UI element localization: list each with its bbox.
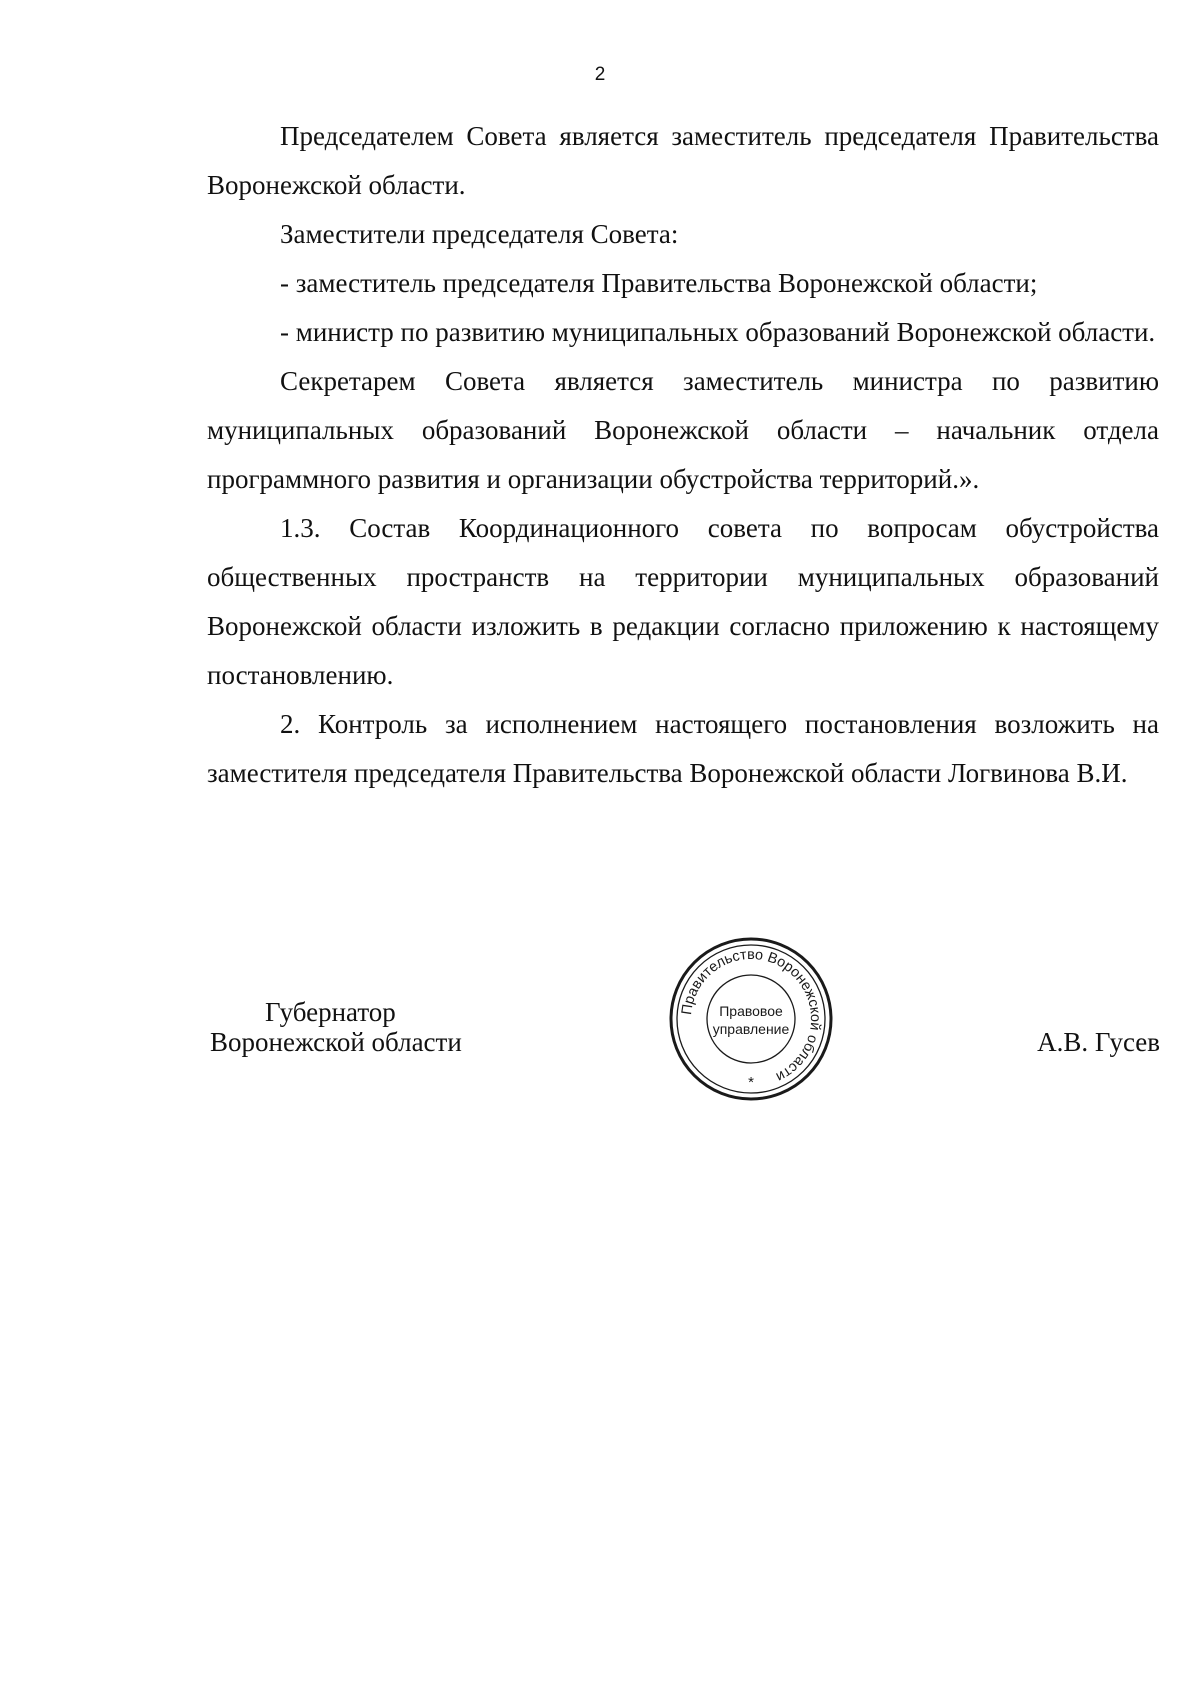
page-number: 2 — [594, 64, 606, 85]
seal-center-line-2: управление — [712, 1021, 790, 1037]
paragraph-clause-2: 2. Контроль за исполнением настоящего постановления возложить на заместителя председателя Правительства Воронежской области Логвинова В.И. — [207, 709, 1159, 788]
seal-stamp — [667, 935, 835, 1103]
signatory-title-line-2: Воронежской области — [210, 1027, 462, 1057]
signatory-title — [207, 997, 462, 1057]
paragraph-secretary: Секретарем Совета является заместитель министра по развитию муниципальных образований Воронежской области – начальник отдела программного развития и организации обустройства территорий.». — [207, 366, 1159, 494]
seal-star: * — [748, 1074, 754, 1091]
seal-center-line-1: Правовое — [719, 1003, 783, 1019]
paragraph-deputies-heading: Заместители председателя Совета: — [280, 219, 679, 249]
document-body — [207, 112, 1159, 798]
paragraph-chairman: Председателем Совета является заместитель председателя Правительства Воронежской области. — [207, 121, 1159, 200]
paragraph-deputy-2: - министр по развитию муниципальных образований Воронежской области. — [280, 317, 1156, 347]
paragraph-clause-1-3: 1.3. Состав Координационного совета по вопросам обустройства общественных пространств на территории муниципальных образований Воронежской области изложить в редакции согласно приложению к настоящему постановлению. — [207, 513, 1159, 690]
signatory-name: А.В. Гусев — [1037, 1027, 1160, 1057]
signatory-title-line-1: Губернатор — [265, 997, 396, 1027]
seal-ring-text: Правительство Воронежской области — [679, 946, 824, 1085]
paragraph-deputy-1: - заместитель председателя Правительства Воронежской области; — [280, 268, 1038, 298]
